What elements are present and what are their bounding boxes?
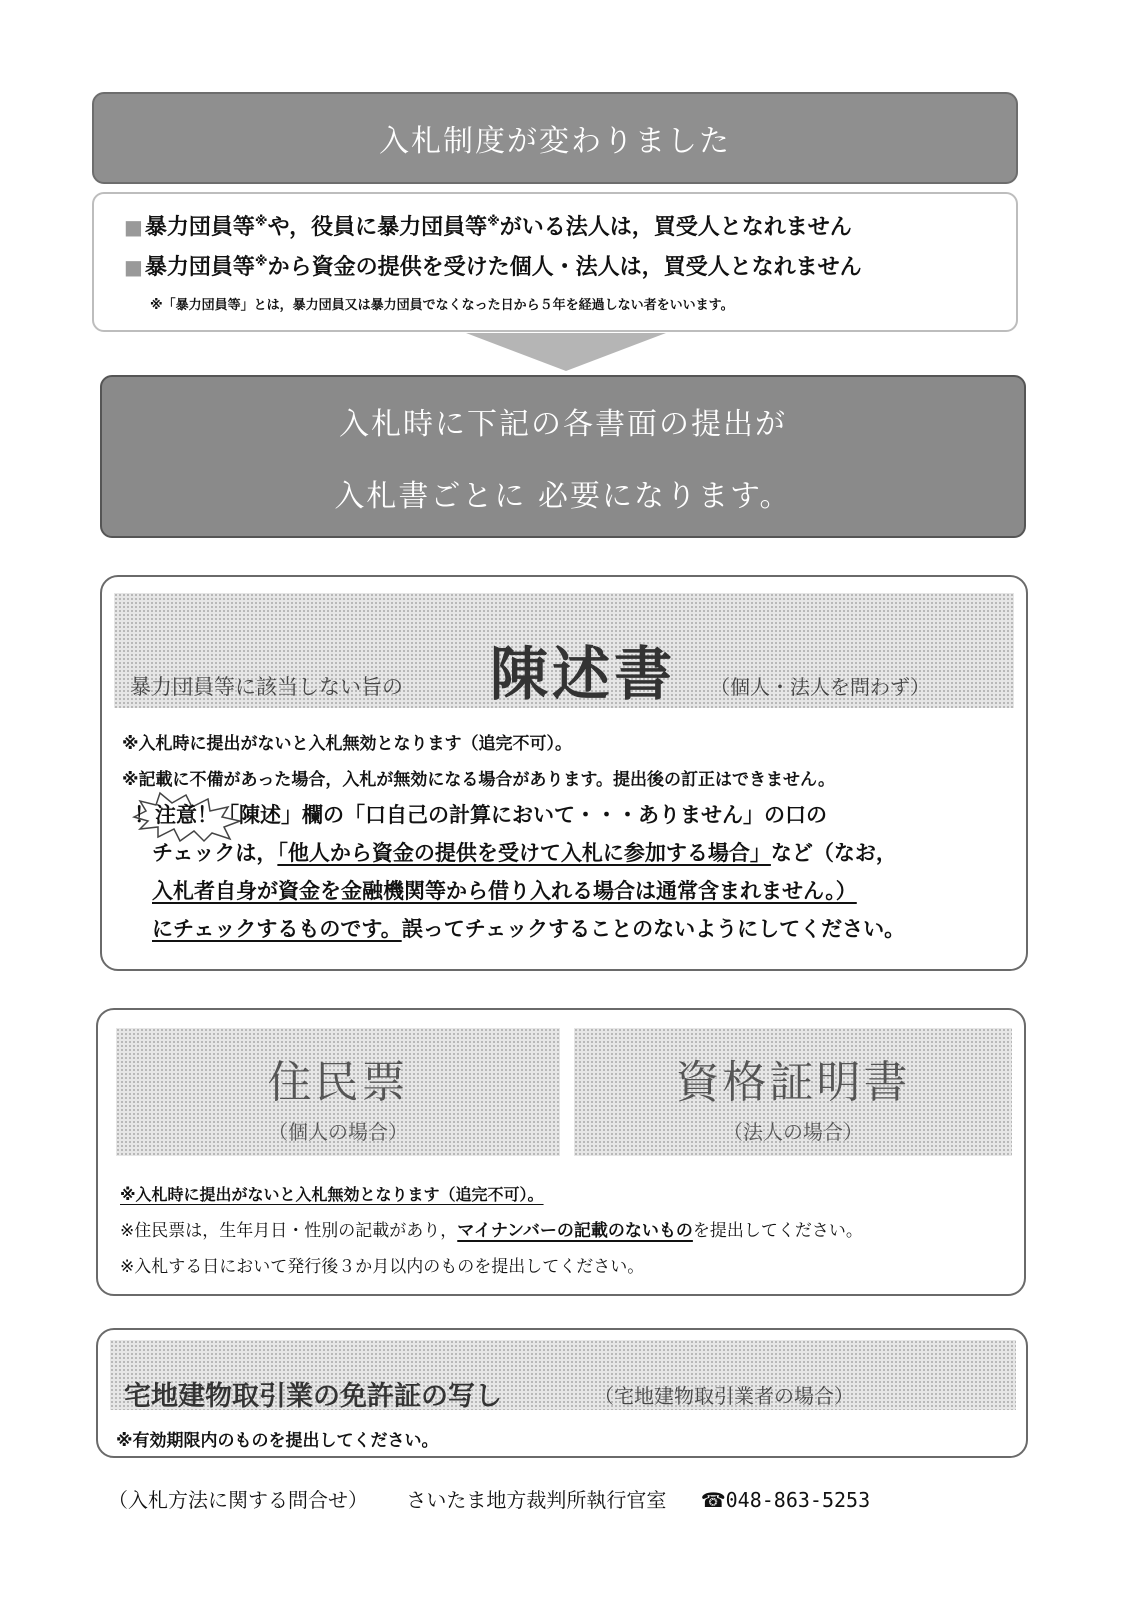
- caution-line-4: にチェックするものです。誤ってチェックすることのないようにしてください。: [152, 917, 906, 941]
- caution-line-3: 入札者自身が資金を金融機関等から借り入れる場合は通常含まれません。）: [152, 879, 857, 903]
- resident-card-panel: [116, 1028, 560, 1156]
- requirement-banner-line-1: 入札時に下記の各書面の提出が: [339, 406, 787, 442]
- resident-card-sub: （個人の場合）: [268, 1120, 408, 1144]
- docs-note-1: ※入札時に提出がないと入札無効となります（追完不可）。: [120, 1185, 544, 1204]
- license-suffix: （宅地建物取引業者の場合）: [594, 1384, 854, 1408]
- license-header: [110, 1340, 1016, 1410]
- statement-suffix: （個人・法人を問わず）: [710, 675, 930, 699]
- license-box: [96, 1328, 1028, 1458]
- qualification-panel: [574, 1028, 1012, 1156]
- statement-header: [114, 593, 1014, 708]
- bullet-icon: ■: [124, 215, 143, 239]
- bullet-icon: ■: [124, 255, 143, 279]
- requirement-banner: [100, 375, 1026, 538]
- requirement-banner-line-2: 入札書ごとに 必要になります。: [334, 478, 792, 514]
- docs-note-2: ※住民票は，生年月日・性別の記載があり，マイナンバーの記載のないものを提出してください。: [120, 1221, 863, 1241]
- qualification-title: 資格証明書: [675, 1057, 911, 1108]
- caution-line-1: ！注意！「陳述」欄の「口自己の計算において・・・ありません」の口の: [134, 803, 827, 827]
- intro-line-2: ■暴力団員等※から資金の提供を受けた個人・法人は，買受人となれません: [124, 254, 862, 280]
- phone-icon: ☎: [700, 1488, 726, 1512]
- intro-footnote: ※「暴力団員等」とは，暴力団員又は暴力団員でなくなった日から５年を経過しない者をいいます。: [150, 298, 734, 313]
- system-change-banner: [92, 92, 1018, 184]
- license-note: ※有効期限内のものを提出してください。: [116, 1431, 439, 1451]
- caution-label: ！注意！: [134, 803, 218, 827]
- system-change-banner-text: 入札制度が変わりました: [379, 124, 731, 159]
- statement-note-1: ※入札時に提出がないと入札無効となります（追完不可）。: [122, 734, 573, 754]
- down-arrow-icon: [466, 333, 666, 371]
- statement-note-2: ※記載に不備があった場合，入札が無効になる場合があります。提出後の訂正はできません。: [122, 770, 836, 790]
- footer: [108, 1484, 870, 1513]
- intro-line-1: ■暴力団員等※や，役員に暴力団員等※がいる法人は，買受人となれません: [124, 214, 852, 240]
- resident-card-title: 住民票: [267, 1057, 409, 1108]
- documents-box: [96, 1008, 1026, 1296]
- footer-phone: 048-863-5253: [725, 1488, 871, 1512]
- license-title: 宅地建物取引業の免許証の写し: [124, 1381, 502, 1412]
- footer-office: さいたま地方裁判所執行官室: [406, 1488, 667, 1512]
- caution-line-2: チェックは，「他人から資金の提供を受けて入札に参加する場合」など（なお，: [152, 841, 897, 865]
- qualification-sub: （法人の場合）: [723, 1120, 863, 1144]
- footer-inquiry: （入札方法に関する問合せ）: [108, 1488, 368, 1512]
- statement-title: 陳述書: [490, 640, 677, 708]
- statement-lead: 暴力団員等に該当しない旨の: [130, 675, 403, 699]
- statement-box: [100, 575, 1028, 971]
- docs-note-3: ※入札する日において発行後３か月以内のものを提出してください。: [120, 1257, 645, 1277]
- intro-box: [92, 192, 1018, 332]
